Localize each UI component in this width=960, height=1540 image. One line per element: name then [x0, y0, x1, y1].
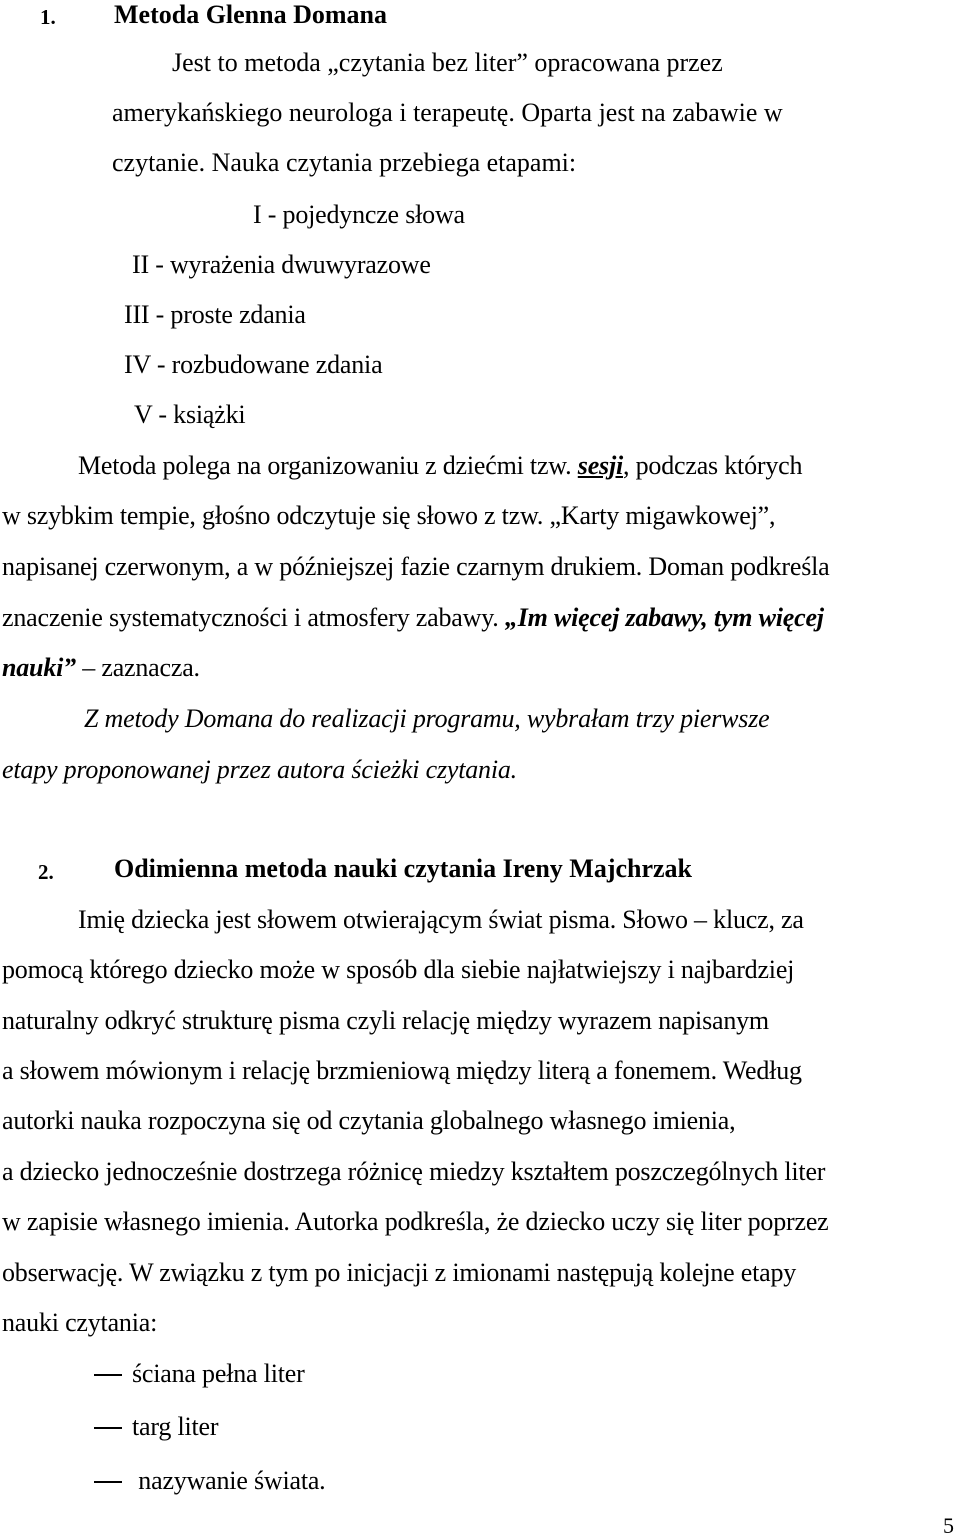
paragraph-3-line-1: Z metody Domana do realizacji programu, wybrałam trzy pierwsze: [84, 704, 770, 733]
list-dash-2: [94, 1427, 122, 1429]
stage-2: II - wyrażenia dwuwyrazowe: [132, 250, 431, 279]
paragraph-2-line-1-text: Metoda polega na organizowaniu z dziećmi tzw.: [78, 451, 578, 480]
list-item-1: ściana pełna liter: [132, 1359, 305, 1388]
paragraph-2-line-3: napisanej czerwonym, a w późniejszej fazie czarnym drukiem. Doman podkreśla: [2, 552, 830, 581]
stage-5: V - książki: [134, 400, 246, 429]
quote-emphasis: „Im więcej zabawy, tym więcej: [504, 603, 824, 632]
section-2-line-5: autorki nauka rozpoczyna się od czytania globalnego własnego imienia,: [2, 1106, 736, 1135]
section-2-line-7: w zapisie własnego imienia. Autorka podkreśla, że dziecko uczy się liter poprzez: [2, 1207, 829, 1236]
section-2-line-8: obserwację. W związku z tym po inicjacji z imionami następują kolejne etapy: [2, 1258, 797, 1287]
section-2-line-9: nauki czytania:: [2, 1308, 158, 1337]
paragraph-2-line-4-text: znaczenie systematyczności i atmosfery zabawy.: [2, 603, 505, 632]
list-item-3: nazywanie świata.: [132, 1466, 326, 1495]
paragraph-2-line-5: [2, 653, 200, 683]
section-2-line-4: a słowem mówionym i relację brzmieniową między literą a fonemem. Według: [2, 1056, 802, 1085]
quote-emphasis-end: nauki”: [2, 653, 76, 682]
list-dash-1: [94, 1374, 122, 1376]
sesji-emphasis: sesji: [577, 451, 624, 480]
section-1-number: 1.: [40, 5, 56, 29]
section-2-line-3: naturalny odkryć strukturę pisma czyli relację między wyrazem napisanym: [2, 1006, 769, 1035]
intro-line-2: amerykańskiego neurologa i terapeutę. Oparta jest na zabawie w: [112, 98, 783, 127]
paragraph-3-line-2: etapy proponowanej przez autora ścieżki czytania.: [2, 755, 517, 784]
paragraph-2-line-5-tail: – zaznacza.: [75, 653, 200, 682]
page-number: 5: [943, 1513, 954, 1538]
section-2-line-2: pomocą którego dziecko może w sposób dla siebie najłatwiejszy i najbardziej: [2, 955, 795, 984]
section-2-line-6: a dziecko jednocześnie dostrzega różnicę miedzy kształtem poszczególnych liter: [2, 1157, 826, 1186]
paragraph-2-line-4: [2, 603, 824, 633]
paragraph-2-line-2: w szybkim tempie, głośno odczytuje się słowo z tzw. „Karty migawkowej”,: [2, 501, 776, 530]
section-1-title: Metoda Glenna Domana: [114, 0, 387, 29]
list-item-2: targ liter: [132, 1412, 219, 1441]
list-dash-3: [94, 1481, 122, 1483]
section-2-line-1: Imię dziecka jest słowem otwierającym świat pisma. Słowo – klucz, za: [78, 905, 804, 934]
section-2-number: 2.: [38, 860, 54, 884]
stage-4: IV - rozbudowane zdania: [124, 350, 383, 379]
section-2-title: Odimienna metoda nauki czytania Ireny Majchrzak: [114, 854, 693, 883]
paragraph-2-line-1: [78, 451, 802, 481]
stage-1: I - pojedyncze słowa: [253, 200, 465, 229]
paragraph-2-line-1-tail: , podczas których: [623, 451, 803, 480]
intro-line-1: Jest to metoda „czytania bez liter” opracowana przez: [172, 48, 723, 77]
intro-line-3: czytanie. Nauka czytania przebiega etapami:: [112, 148, 577, 177]
stage-3: III - proste zdania: [124, 300, 306, 329]
